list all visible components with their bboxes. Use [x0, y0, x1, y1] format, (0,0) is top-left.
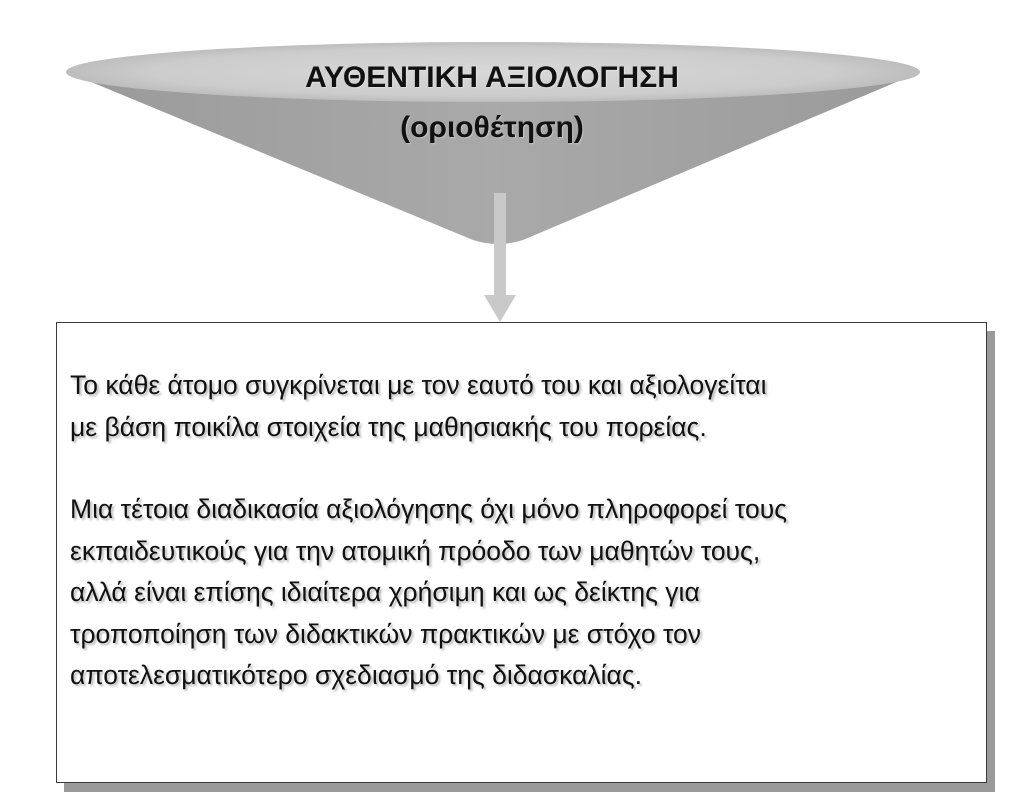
description-paragraph-1: Το κάθε άτομο συγκρίνεται με τον εαυτό του και αξιολογείται με βάση ποικίλα στοιχεία της μαθησιακής του πορείας. [70, 370, 767, 442]
funnel-title: ΑΥΘΕΝΤΙΚΗ ΑΞΙΟΛΟΓΗΣΗ [305, 61, 679, 94]
funnel-subtitle: (οριοθέτηση) [400, 111, 584, 144]
funnel-shape [0, 0, 1024, 340]
description-paragraph-2: Μια τέτοια διαδικασία αξιολόγησης όχι μόνο πληροφορεί τους εκπαιδευτικούς για την ατομική πρόοδο των μαθητών τους, αλλά είναι επίσης ιδιαίτερα χρήσιμη και ως δείκτης για τροποποίηση των διδακτικών πρακτικών με στόχο τον αποτελεσματικότερο σχεδιασμό της διδασκαλίας. [70, 494, 787, 690]
arrow-head [484, 295, 516, 322]
arrow-shaft [494, 193, 506, 297]
description-box [56, 322, 987, 783]
